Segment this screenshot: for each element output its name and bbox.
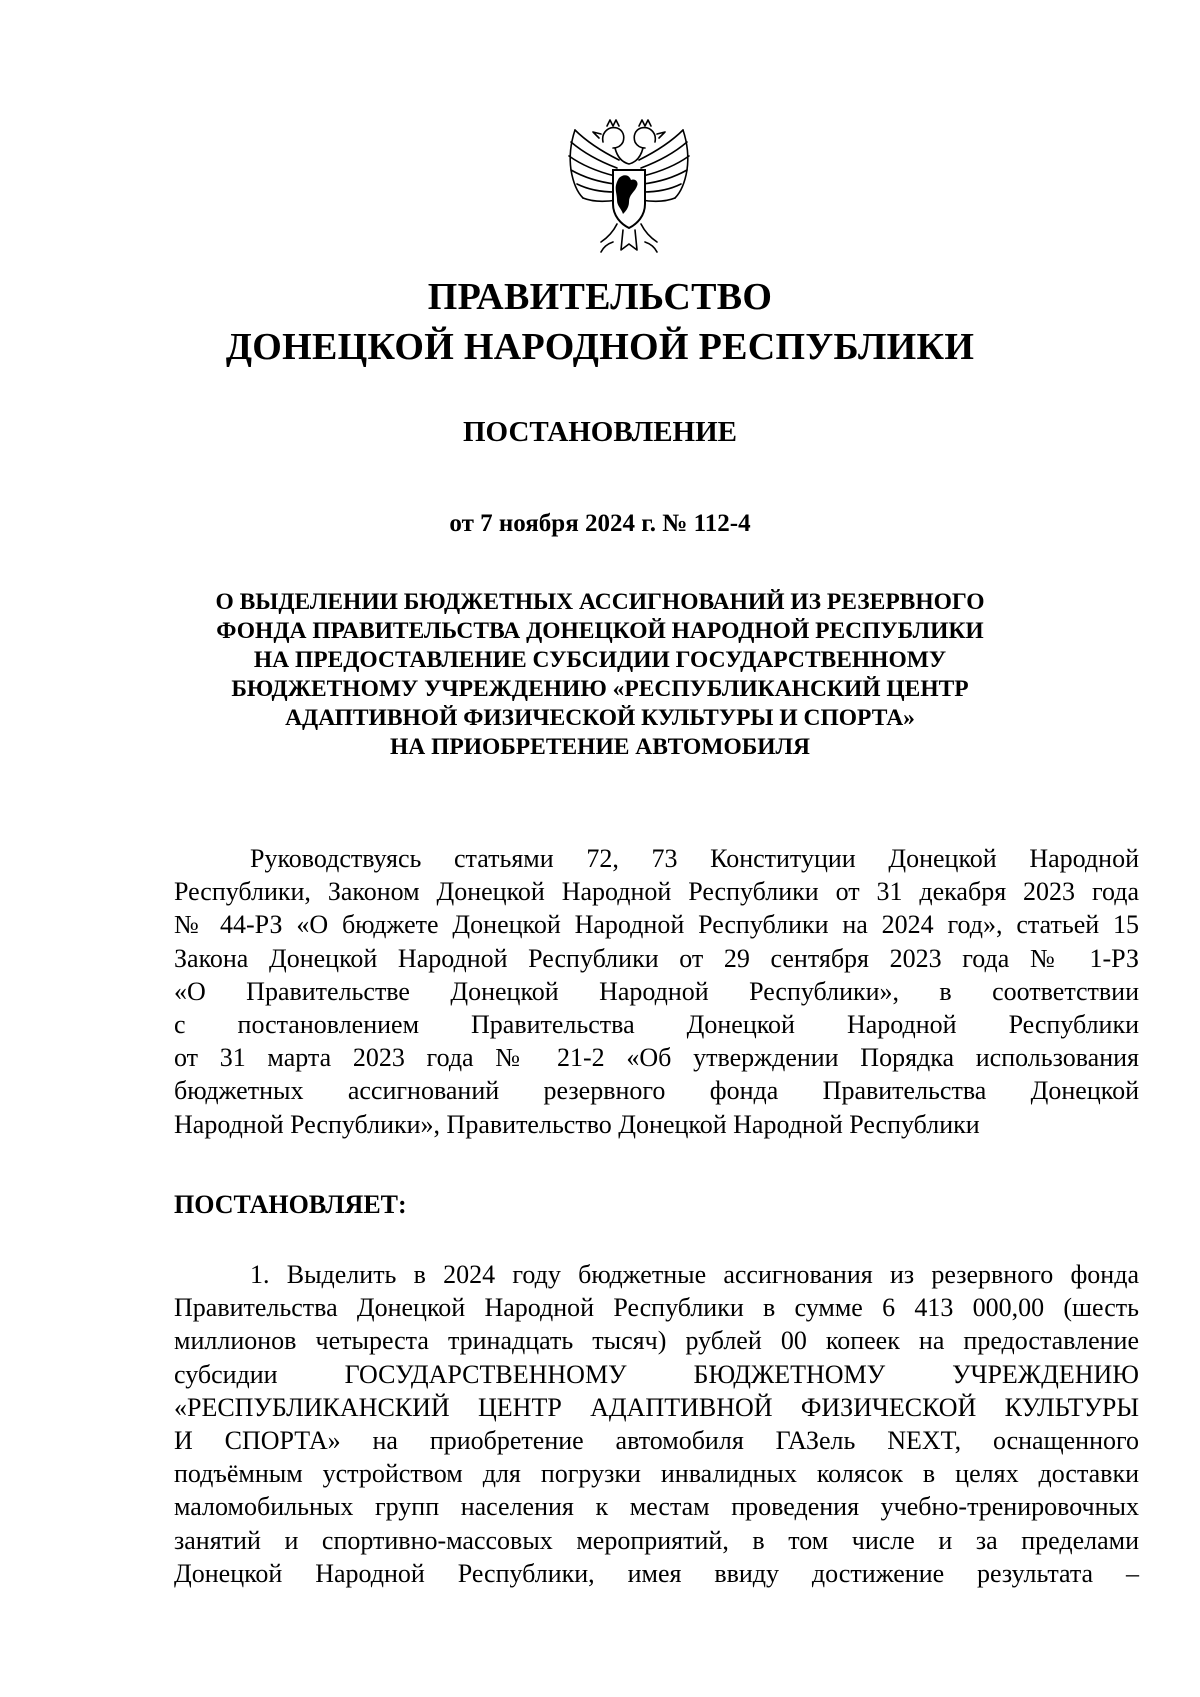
subject-line: ФОНДА ПРАВИТЕЛЬСТВА ДОНЕЦКОЙ НАРОДНОЙ РЕСПУБЛИКИ — [216, 618, 984, 644]
item-line: маломобильных групп населения к местам проведения учебно-тренировочных — [174, 1492, 1139, 1522]
document-date-number: от 7 ноября 2024 г. № 112-4 — [449, 510, 751, 537]
item-line: И СПОРТА» на приобретение автомобиля ГАЗель NEXT, оснащенного — [174, 1426, 1139, 1456]
coat-of-arms-icon — [563, 112, 695, 264]
subject-line: БЮДЖЕТНОМУ УЧРЕЖДЕНИЮ «РЕСПУБЛИКАНСКИЙ ЦЕНТР — [231, 676, 969, 702]
subject-line: НА ПРИОБРЕТЕНИЕ АВТОМОБИЛЯ — [389, 734, 811, 760]
item-line: 1. Выделить в 2024 году бюджетные ассигнования из резервного фонда — [250, 1260, 1139, 1289]
document-subject — [160, 588, 1040, 762]
item-line: Донецкой Народной Республики, имея ввиду достижение результата – — [174, 1558, 1139, 1588]
document-type: ПОСТАНОВЛЕНИЕ — [462, 416, 737, 448]
government-title-line2: ДОНЕЦКОЙ НАРОДНОЙ РЕСПУБЛИКИ — [225, 326, 975, 368]
preamble-line: Республики, Законом Донецкой Народной Республики от 31 декабря 2023 года — [174, 877, 1139, 907]
item-line: «РЕСПУБЛИКАНСКИЙ ЦЕНТР АДАПТИВНОЙ ФИЗИЧЕСКОЙ КУЛЬТУРЫ — [174, 1392, 1139, 1422]
subject-line: НА ПРЕДОСТАВЛЕНИЕ СУБСИДИИ ГОСУДАРСТВЕННОМУ — [253, 647, 947, 673]
item-line: подъёмным устройством для погрузки инвалидных колясок в целях доставки — [174, 1459, 1139, 1489]
preamble-line: Народной Республики», Правительство Донецкой Народной Республики — [174, 1109, 980, 1139]
preamble-line: Закона Донецкой Народной Республики от 29 сентября 2023 года № 1-РЗ — [174, 943, 1139, 973]
preamble-line: № 44-РЗ «О бюджете Донецкой Народной Республики на 2024 год», статьей 15 — [174, 910, 1139, 940]
resolves-heading: ПОСТАНОВЛЯЕТ: — [174, 1190, 407, 1219]
subject-line: АДАПТИВНОЙ ФИЗИЧЕСКОЙ КУЛЬТУРЫ И СПОРТА» — [285, 705, 915, 731]
preamble-line: от 31 марта 2023 года № 21-2 «Об утверждении Порядка использования — [174, 1043, 1139, 1073]
preamble-line: бюджетных ассигнований резервного фонда Правительства Донецкой — [174, 1076, 1139, 1106]
government-title-line1: ПРАВИТЕЛЬСТВО — [427, 276, 773, 318]
preamble-paragraph — [174, 842, 1139, 1141]
item-line: субсидии ГОСУДАРСТВЕННОМУ БЮДЖЕТНОМУ УЧРЕЖДЕНИЮ — [174, 1359, 1139, 1389]
item-line: миллионов четыреста тринадцать тысяч) рублей 00 копеек на предоставление — [174, 1326, 1139, 1356]
item-line: занятий и спортивно-массовых мероприятий, в том числе и за пределами — [174, 1525, 1139, 1555]
subject-line: О ВЫДЕЛЕНИИ БЮДЖЕТНЫХ АССИГНОВАНИЙ ИЗ РЕЗЕРВНОГО — [215, 589, 985, 615]
item-line: Правительства Донецкой Народной Республики в сумме 6 413 000,00 (шесть — [174, 1293, 1139, 1323]
preamble-line: с постановлением Правительства Донецкой Народной Республики — [174, 1010, 1139, 1040]
preamble-line: «О Правительстве Донецкой Народной Республики», в соответствии — [174, 976, 1139, 1006]
preamble-line: Руководствуясь статьями 72, 73 Конституции Донецкой Народной — [250, 844, 1139, 873]
item-1-paragraph — [174, 1258, 1139, 1590]
